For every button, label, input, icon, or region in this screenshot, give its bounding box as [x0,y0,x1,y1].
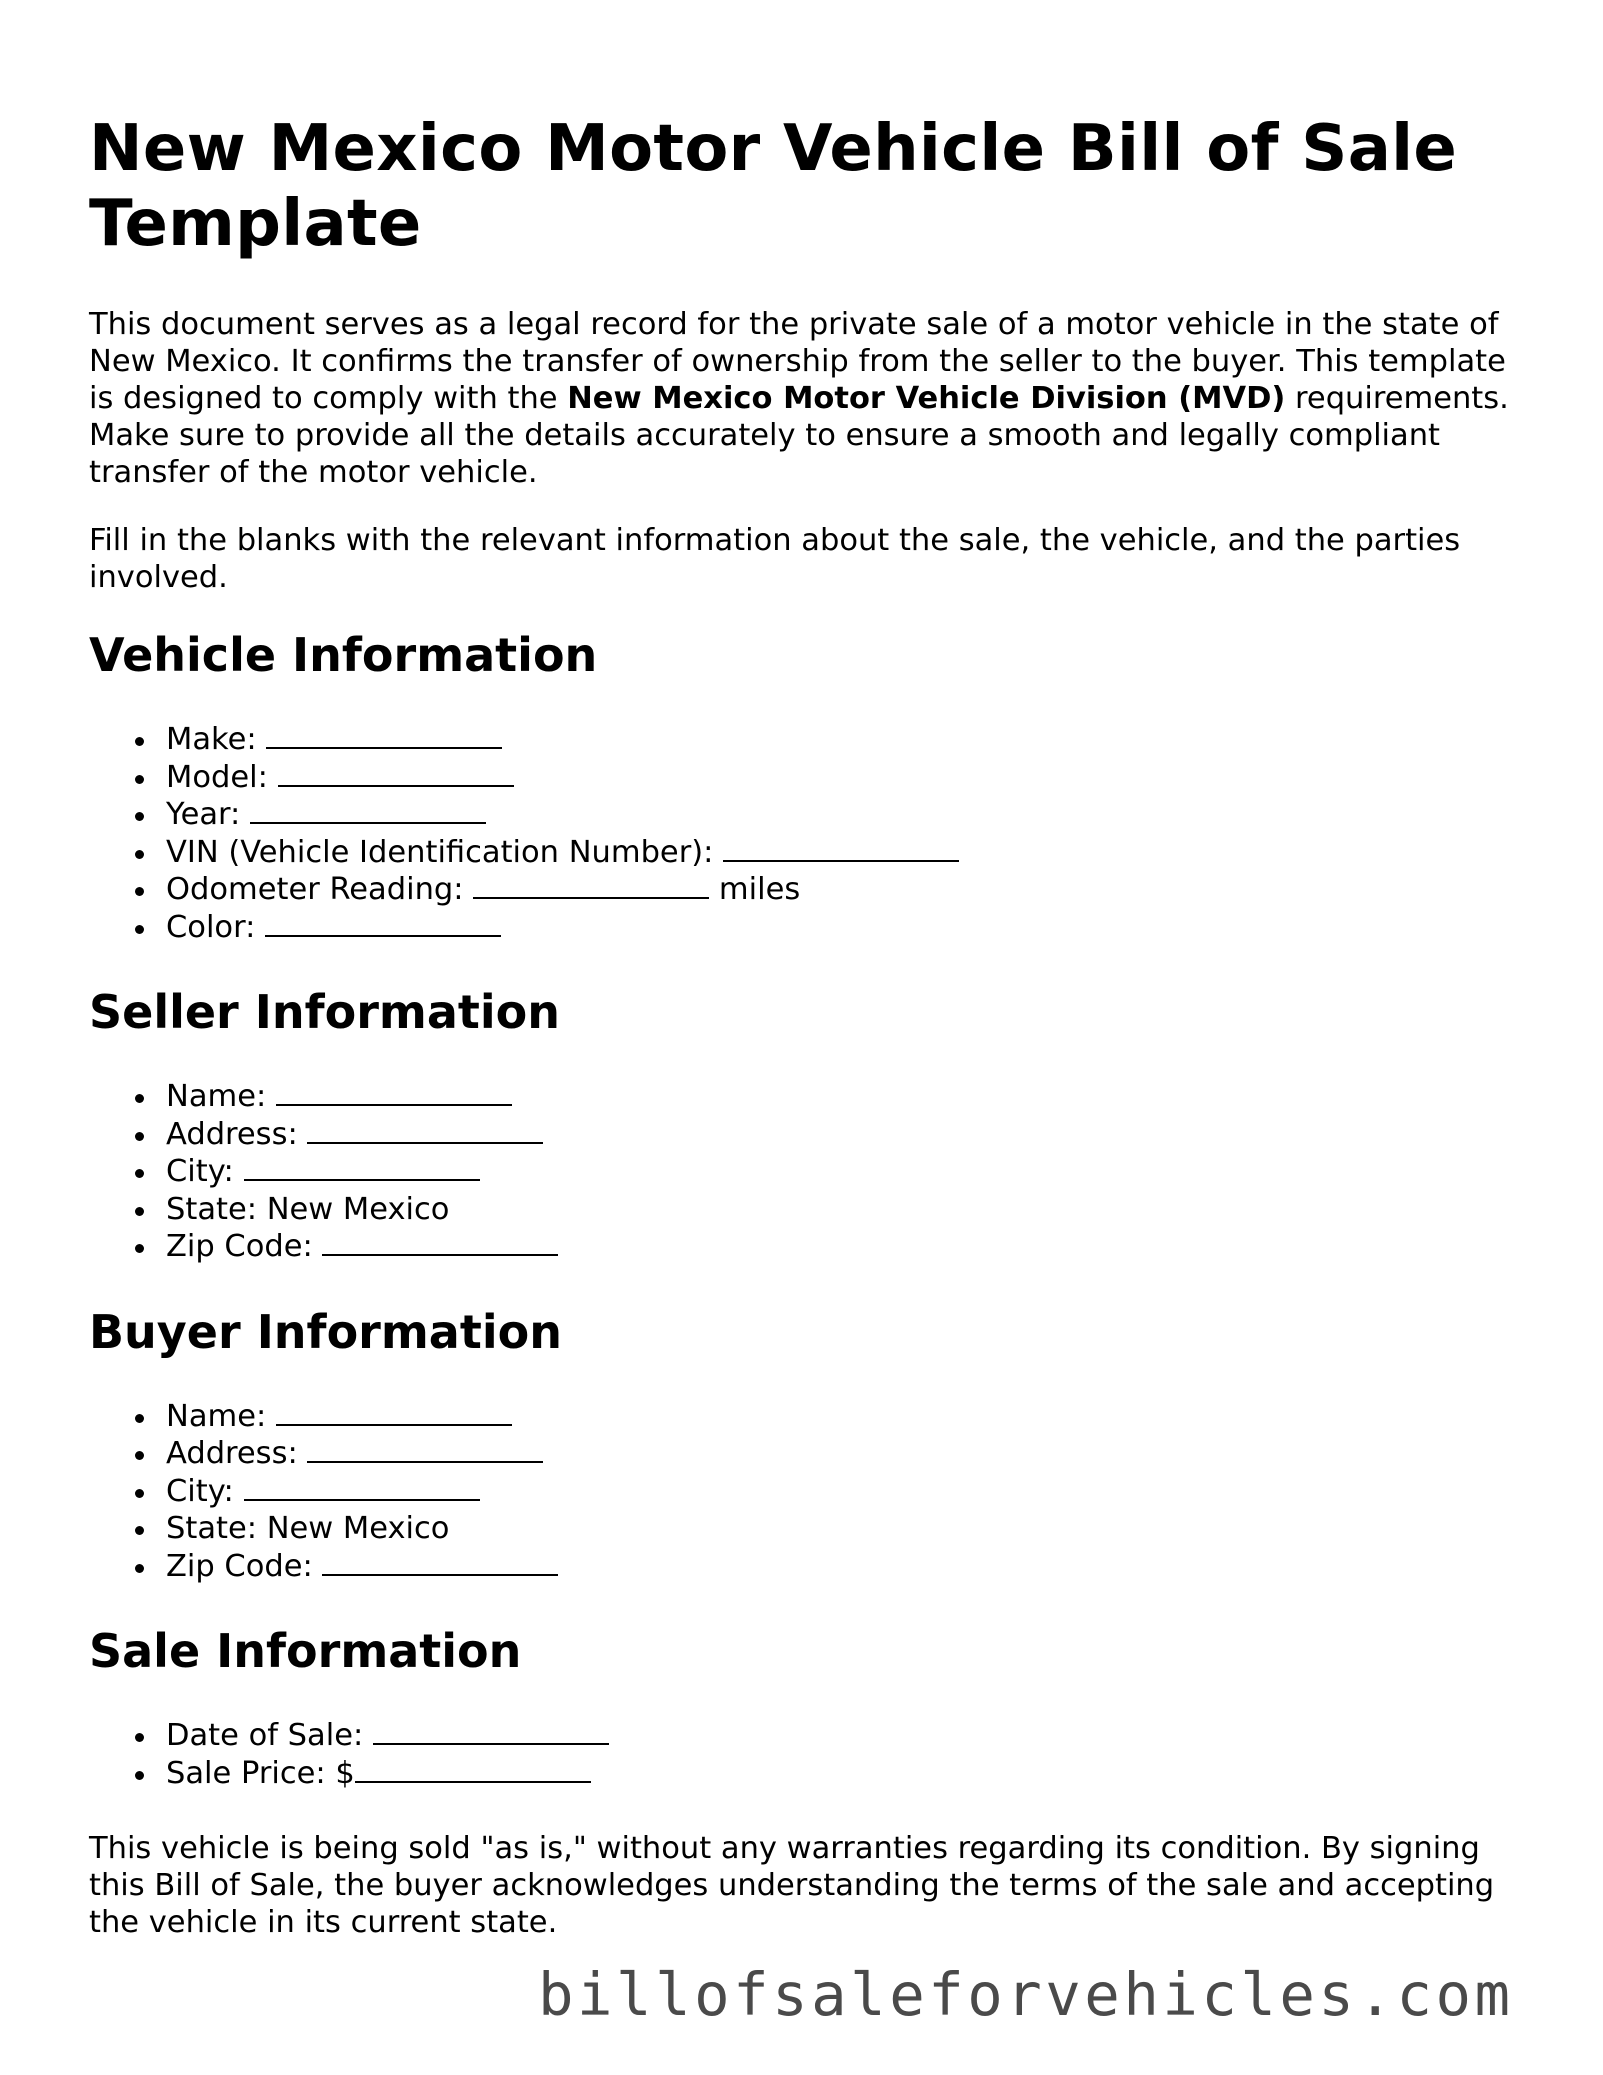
list-item [89,1510,1509,1548]
seller-state: State: New Mexico [166,1191,450,1227]
list-item [89,834,1509,872]
document-page [89,112,1509,1972]
list-item [89,1153,1509,1191]
buyer-zip-blank[interactable] [322,1549,558,1576]
buyer-state: State: New Mexico [166,1511,450,1546]
list-item [89,1116,1509,1154]
vin-blank[interactable] [723,835,959,862]
vin-label: VIN (Vehicle Identification Number): [166,834,724,870]
seller-name-blank[interactable] [276,1079,512,1106]
sale-price-label: Sale Price: $ [166,1755,355,1791]
buyer-address-label: Address: [166,1436,308,1471]
year-blank[interactable] [250,797,486,824]
list-item [89,759,1509,797]
sale-date-label: Date of Sale: [166,1718,373,1753]
list-item [89,1398,1509,1436]
list-item [89,1228,1509,1266]
list-item [89,796,1509,834]
list-item [89,1548,1509,1586]
seller-list [89,1078,1509,1266]
list-item [89,721,1509,759]
seller-address-label: Address: [166,1116,308,1152]
vehicle-list [89,721,1509,946]
odometer-unit: miles [709,872,801,907]
buyer-zip-label: Zip Code: [166,1548,323,1584]
seller-city-label: City: [166,1154,244,1189]
color-label: Color: [166,909,266,945]
buyer-name-label: Name: [166,1398,276,1434]
buyer-city-label: City: [166,1473,244,1509]
year-label: Year: [166,797,251,832]
seller-city-blank[interactable] [244,1154,480,1181]
list-item [89,1755,1509,1793]
odometer-blank[interactable] [473,872,709,899]
seller-address-blank[interactable] [307,1117,543,1144]
model-label: Model: [166,759,278,795]
list-item [89,1435,1509,1473]
intro-bold-mvd: New Mexico Motor Vehicle Division (MVD) [567,381,1286,416]
seller-name-label: Name: [166,1079,276,1114]
model-blank[interactable] [278,760,514,787]
make-blank[interactable] [266,722,502,749]
buyer-city-blank[interactable] [244,1474,480,1501]
sale-date-blank[interactable] [373,1718,609,1745]
watermark: billofsaleforvehicles.com [538,1960,1514,2029]
instructions-paragraph: Fill in the blanks with the relevant information about the sale, the vehicle, and the parties involved. [89,523,1461,595]
vehicle-heading: Vehicle Information [89,628,598,682]
intro-text-1: This document serves as a legal record for the private sale of a motor vehicle in the state of New Mexico. It confirms the transfer of ownership from the seller to the buyer. This template is designed to comply with the [89,307,1506,416]
disclaimer-paragraph: This vehicle is being sold "as is," without any warranties regarding its condition. By signing this Bill of Sale, the buyer acknowledges understanding the terms of the sale and accepting the vehicle in its current state. [89,1831,1495,1940]
make-label: Make: [166,722,267,757]
buyer-name-blank[interactable] [276,1399,512,1426]
color-blank[interactable] [265,910,501,937]
seller-zip-label: Zip Code: [166,1229,323,1264]
page-title: New Mexico Motor Vehicle Bill of Sale Template [89,112,1458,261]
buyer-heading: Buyer Information [89,1304,562,1359]
seller-zip-blank[interactable] [322,1229,558,1256]
sale-price-blank[interactable] [355,1756,591,1783]
intro-text-2: requirements. Make sure to provide all the details accurately to ensure a smooth and legally compliant transfer of the motor vehicle. [89,381,1509,490]
list-item [89,909,1509,947]
list-item [89,871,1509,909]
list-item [89,1191,1509,1229]
list-item [89,1078,1509,1116]
seller-heading: Seller Information [89,985,561,1039]
odometer-label: Odometer Reading: [166,872,474,907]
sale-list [89,1717,1509,1792]
buyer-list [89,1398,1509,1586]
list-item [89,1473,1509,1511]
list-item [89,1717,1509,1755]
buyer-address-blank[interactable] [307,1436,543,1463]
sale-heading: Sale Information [89,1624,522,1678]
intro-paragraph [89,306,1509,491]
